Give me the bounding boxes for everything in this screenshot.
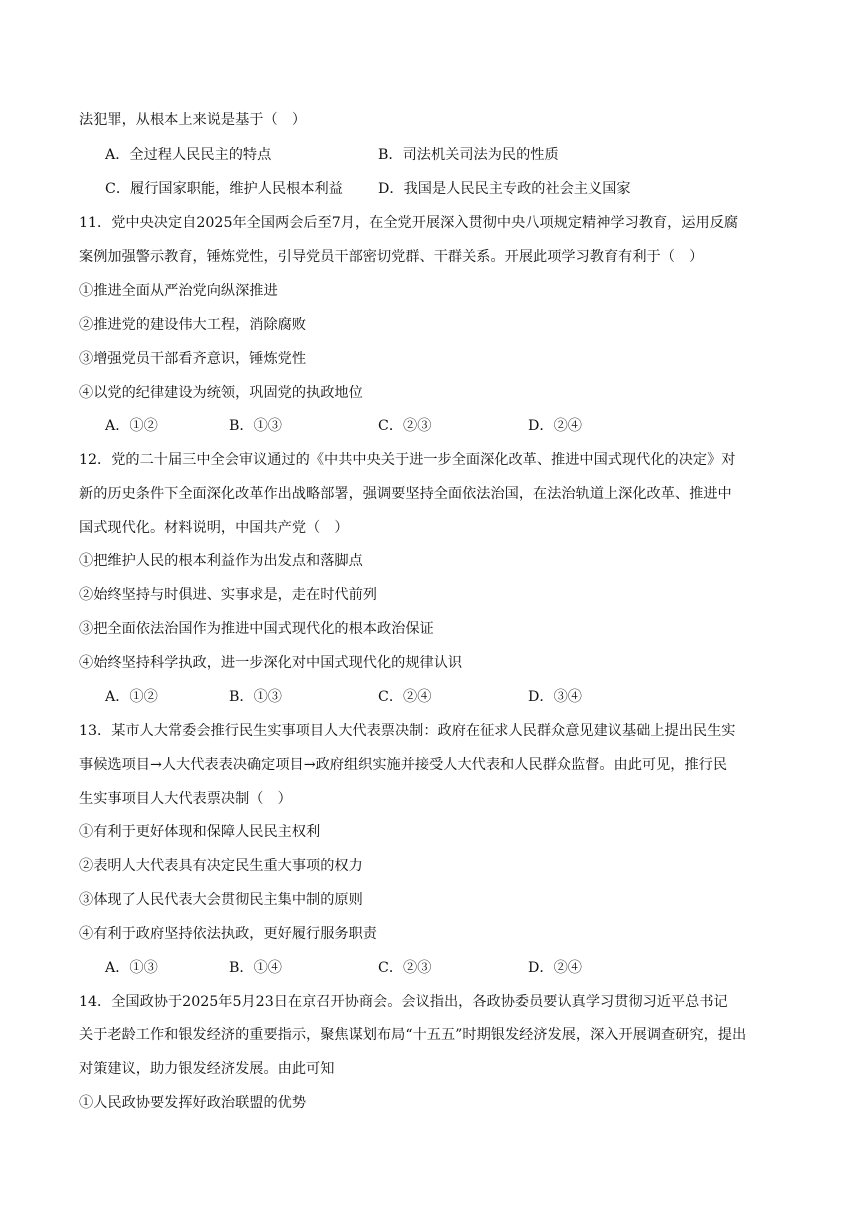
- q13-item: ①有利于更好体现和保障人民民主权利: [79, 824, 321, 840]
- q13-item: ④有利于政府坚持依法执政，更好履行服务职责: [79, 926, 377, 942]
- q13-item: ③体现了人民代表大会贯彻民主集中制的原则: [79, 892, 363, 908]
- q10-option-d[interactable]: D．我国是人民民主专政的社会主义国家: [378, 181, 631, 197]
- q13-item: ②表明人大代表具有决定民生重大事项的权力: [79, 858, 363, 874]
- q12-option-c[interactable]: C．②④: [378, 689, 432, 705]
- q12-option-b[interactable]: B．①③: [229, 689, 282, 705]
- q12-item: ④始终坚持科学执政，进一步深化对中国式现代化的规律认识: [79, 655, 463, 671]
- q12-stem-line: 国式现代化。材料说明，中国共产党（ ）: [79, 520, 349, 536]
- q13-option-b[interactable]: B．①④: [229, 960, 282, 976]
- q11-option-c[interactable]: C．②③: [378, 418, 432, 434]
- q13-stem-line: 生实事项目人大代表票决制（ ）: [79, 791, 292, 807]
- q12-item: ②始终坚持与时俱进、实事求是，走在时代前列: [79, 587, 377, 603]
- q13-stem-line: 13．某市人大常委会推行民生实事项目人大代表票决制：政府在征求人民群众意见建议基础上提出民生实: [79, 723, 736, 739]
- q13-option-c[interactable]: C．②③: [378, 960, 432, 976]
- q10-option-a[interactable]: A．全过程人民民主的特点: [105, 147, 272, 163]
- q12-option-d[interactable]: D．③④: [528, 689, 582, 705]
- q11-option-d[interactable]: D．②④: [528, 418, 582, 434]
- q12-item: ①把维护人民的根本利益作为出发点和落脚点: [79, 553, 363, 569]
- q14-stem-line: 14．全国政协于2025年5月23日在京召开协商会。会议指出，各政协委员要认真学习贯彻习近平总书记: [79, 994, 728, 1010]
- q13-option-a[interactable]: A．①③: [105, 960, 158, 976]
- q11-item: ①推进全面从严治党向纵深推进: [79, 283, 278, 299]
- q12-option-a[interactable]: A．①②: [105, 689, 158, 705]
- q14-stem-line: 对策建议，助力银发经济发展。由此可知: [79, 1061, 335, 1077]
- q14-stem-line: 关于老龄工作和银发经济的重要指示，聚焦谋划布局“十五五”时期银发经济发展，深入开展调查研究，提出: [79, 1027, 747, 1043]
- q11-option-a[interactable]: A．①②: [105, 418, 158, 434]
- q12-stem-line: 12．党的二十届三中全会审议通过的《中共中央关于进一步全面深化改革、推进中国式现代化的决定》对: [79, 452, 736, 468]
- q11-item: ③增强党员干部看齐意识，锤炼党性: [79, 351, 307, 367]
- q12-stem-line: 新的历史条件下全面深化改革作出战略部署，强调要坚持全面依法治国，在法治轨道上深化改革、推进中: [79, 486, 732, 502]
- q11-item: ②推进党的建设伟大工程，消除腐败: [79, 317, 307, 333]
- q11-stem-line: 案例加强警示教育，锤炼党性，引导党员干部密切党群、干群关系。开展此项学习教育有利于（ ）: [79, 249, 704, 265]
- q11-stem-line: 11．党中央决定自2025年全国两会后至7月，在全党开展深入贯彻中央八项规定精神学习教育，运用反腐: [79, 215, 739, 231]
- q11-item: ④以党的纪律建设为统领，巩固党的执政地位: [79, 385, 363, 401]
- q11-option-b[interactable]: B．①③: [229, 418, 282, 434]
- q13-option-d[interactable]: D．②④: [528, 960, 582, 976]
- q10-option-b[interactable]: B．司法机关司法为民的性质: [378, 147, 559, 163]
- q12-item: ③把全面依法治国作为推进中国式现代化的根本政治保证: [79, 621, 434, 637]
- q10-stem-tail: 法犯罪，从根本上来说是基于（ ）: [79, 112, 307, 128]
- q13-stem-line: 事候选项目→人大代表表决确定项目→政府组织实施并接受人大代表和人民群众监督。由此可见，推行民: [79, 757, 728, 773]
- q10-option-c[interactable]: C．履行国家职能，维护人民根本利益: [105, 181, 343, 197]
- q14-item: ①人民政协要发挥好政治联盟的优势: [79, 1095, 307, 1111]
